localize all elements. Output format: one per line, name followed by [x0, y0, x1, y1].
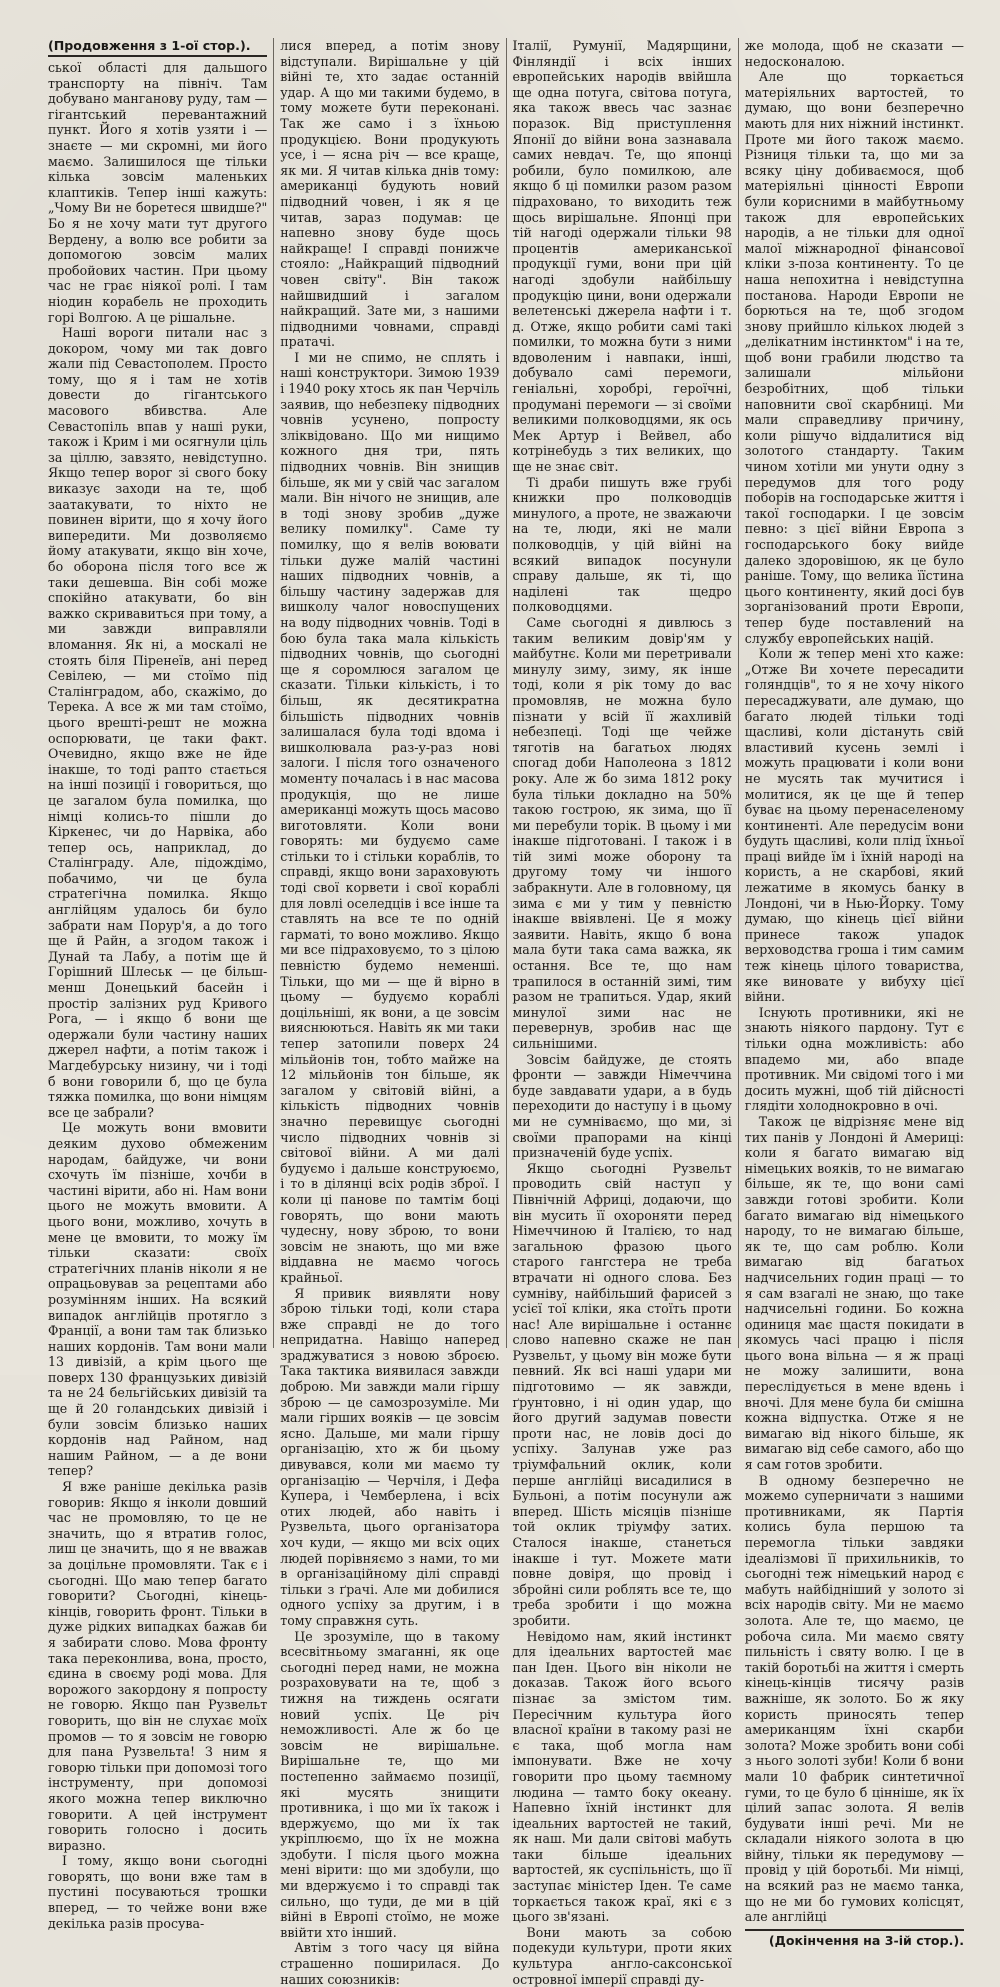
paragraph: Я привик виявляти нову зброю тільки тоді, коли стара вже справді не до того непридатна. Навіщо наперед зраджуватися з новою зброєю. Така тактика виявилася завжди доброю. Ми завжди мали гіршу зброю — це самозрозуміле. Ми мали гірших вояків — це зовсім ясно. Дальше, ми мали гіршу організацію, хто ж би цьому дивувався, коли ми маємо ту організацію — Черчіля, і Дефа Купера, і Чемберлена, і всіх отих людей, або навіть і Рузвельта, цього організатора хоч куди, — якщо ми всіх оцих людей порівняємо з нами, то ми в організаційному ділі справді тільки з ґрачі. Але ми добилися одного успіху за другим, і в тому справжня суть.	[280, 1285, 500, 1628]
paragraph: Але що торкається матеріяльних вартостей, то думаю, що вони безперечно мають для них ніжний інстинкт. Проте ми його також маємо. Різниця тільки та, що ми за всяку ціну добиваємося, щоб матеріяльні цінності Европи були корисними в майбутньому також для европейських народів, а не тільки для одної малої міжнародної фінансової кліки з-поза континенту. То це наша непохитна і невідступна постанова. Народи Европи не борються на те, щоб згодом знову прийшло кількох людей з „делікатним інстинктом" і на те, щоб вони грабили людство та залишали мільйони безробітних, щоб тільки наповнити свої скарбниці. Ми мали справедливу причину, коли рішучо віддалитися від золотого стандарту. Таким чином хотіли ми унути одну з передумов для того роду поборів на господарське життя і такої господарки. І це зовсім певно: з цієї війни Европа з господарського боку вийде далеко здоровішою, як це було раніше. Тому, що велика їїстина цього континенту, який досі був зорганізований проти Европи, тепер буде поставлений на службу европейських націй.	[744, 69, 964, 646]
paragraph: Існують противники, які не знають ніякого пардону. Тут є тільки одна можливість: або впадемо ми, або впаде противник. Ми свідомі того і ми досить мужні, щоб тій дійсності глядіти холоднокровно в очі.	[744, 1004, 964, 1114]
column-3	[506, 38, 738, 1987]
paragraph: Невідомо нам, який інстинкт для ідеальних вартостей має пан Іден. Цього він ніколи не доказав. Також його всього пізнає за змістом тим. Пересічним культура його власної країни в такому разі не є така, щоб могла нам імпонувати. Вже не хочу говорити про цьому таємному людина — тамто боку океану. Напевно їхній інстинкт для ідеальних вартостей не такий, як наш. Ми дали світові мабуть таки більше ідеальних вартостей, як суспільність, що її заступає міністер Іден. Те саме торкається також краї, які є з цього зв'язані.	[512, 1628, 732, 1925]
paragraph: лися вперед, а потім знову відступали. Вирішальне у цій війні те, хто задає останній удар. А що ми такими будемо, в тому можете бути переконані. Так же само і з їхньою продукцією. Вони продукують усе, і — ясна річ — все краще, як ми. Я читав кілька днів тому: американці будують новий підводний човен, і як я це читав, зараз подумав: це напевно знову буде щось найкраще! І справді понижче стояло: „Найкращий підводний човен світу". Він також найшвидший і загалом найкращий. Зате ми, з нашими підводними човнами, справді пратачі.	[280, 38, 500, 350]
column-4	[738, 38, 970, 1948]
paragraph: Саме сьогодні я дивлюсь з таким великим довір'ям у майбутнє. Коли ми перетривали минулу зиму, зиму, як інше тоді, коли я рік тому до вас промовляв, не можна було пізнати у всій її жахливій небезпеці. Тоді ще чейже тяготів на багатьох людях спогад доби Наполеона з 1812 року. Але ж бо зима 1812 року була тільки докладно на 50% такою гострою, як зима, що її ми перебули торік. В цьому і ми інакше підготовані. І також і в тій зимі може оборону та другому тому чи іншого забракнути. Але в головному, ця зима є ми у тим у певністю інакше ввіявлені. Це я можу заявити. Навіть, якщо б вона мала бути така сама важка, як остання. Все те, що нам трапилося в останній зимі, тим разом не трапиться. Удар, який минулої зими нас не перевернув, зробив нас ще сильнішими.	[512, 614, 732, 1051]
paragraph: Коли ж тепер мені хто каже: „Отже Ви хочете пересадити голяндців", то я не хочу нікого пересаджувати, але думаю, що багато людей тільки тоді щасливі, коли дістануть свій властивий кусень землі і можуть працювати і коли вони не мусять так мучитися і молитися, як це ще й тепер буває на цьому перенаселеному континенті. Але передусім вони будуть щасливі, коли плід їхньої праці вийде їм і їхній народі на користь, а не скарбові, який лежатиме в якомусь банку в Лондоні, чи в Нью-Йорку. Тому думаю, що кінець цієї війни принесе також упадок верховодства гроша і тим самим теж кінець цілого товариства, яке виновате у вибуху цієї війни.	[744, 646, 964, 1005]
paragraph: же молода, щоб не сказати — недосконалою.	[744, 38, 964, 69]
text-columns	[42, 38, 970, 1987]
paragraph: Італії, Румунії, Мадярщини, Фінляндії і всіх інших европейських народів ввійшла ще одна потуга, світова потуга, яка також ввесь час зазнає поразок. Від приступлення Японії до війни вона зазнавала самих невдач. Те, що японці робили, було помилкою, але якщо б ці помилки разом разом підраховано, то виходить теж щось вирішальне. Японці при тій нагоді одержали тільки 98 процентів американської продукції гуми, вони при цій нагоді здобули найбільшу продукцію цини, вони одержали велетенські джерела нафти і т. д. Отже, якщо робити самі такі помилки, то можна бути з ними вдоволеним і навпаки, інші, добувало самі перемоги, геніальні, хоробрі, героїчні, продумані перемоги — зі своїми великими полководцями, як ось Мек Артур і Вейвел, або котрінебудь з тих великих, що ще не знає світ.	[512, 38, 732, 475]
paragraph: І ми не спимо, не сплять і наші конструктори. Зимою 1939 і 1940 року хтось як пан Черчіль заявив, що небезпеку підводних човнів усунено, попросту зліквідовано. Що ми нищимо кожного дня три, пять підводних човнів. Він знищив більше, як ми у свій час загалом мали. Він нічого не знищив, але в тоді знову зробив „дуже велику помилку". Саме ту помилку, що я велів воювати тільки дуже малій частині наших підводних човнів, а більшу частину задержав для вишколу чалог новоспущених на воду підводних човнів. Тоді в бою була така мала кількість підводних човнів, що сьогодні ще я соромлюся загалом це сказати. Тільки кількість, і то більш, як десятикратна більшість підводних човнів залишалася була тоді вдома і вишколювала раз-у-раз нові залоги. І після того означеного моменту почалась і в нас масова продукція, що не лише американці можуть щось масово виготовляти. Коли вони говорять: ми будуємо саме стільки то і стільки кораблів, то справді, якщо вони зараховують тоді свої корвети і свої кораблі для ловлі оселедців і все інше та ставлять на все те по одній гарматі, то воно можливо. Якщо ми все підраховуємо, то з цілою певністю будемо неменші. Тільки, що ми — ще й вірно в цьому — будуємо кораблі доцільніші, як вони, а це зовсім вияснюються. Навіть як ми таки тепер затопили поверх 24 мільйонів тон, тобто майже на 12 мільйонів тон більше, як загалом у світовій війні, а кількість підводних човнів значно перевищує сьогодні число підводних човнів зі світової війни. А ми далі будуємо і дальше конструюємо, і то в ділянці всіх родів зброї. І коли ці панове по тамтім боці говорять, що вони мають чудесну, нову зброю, то вони зовсім не знають, що ми вже віддавна не маємо чогось крайньої.	[280, 349, 500, 1285]
paragraph: Зовсім байдуже, де стоять фронти — завжди Німеччина буде завдавати удари, а в будь переходити до наступу і в цьому ми не сумніваємо, що ми, зі своїми прапорами на кінці призначеній буде успіх.	[512, 1051, 732, 1161]
paragraph: ської області для дальшого транспорту на північ. Там добувано манганову руду, там — гігантський перевантажний пункт. Його я хотів узяти і — знаєте — ми скромні, ми його маємо. Залишилося ще тільки кілька зовсім маленьких клаптиків. Тепер інші кажуть: „Чому Ви не боретеся швидше?" Бо я не хочу мати тут другого Вердену, а волю все робити за допомогою зовсім малих пробойових частин. При цьому час не грає ніякої ролі. І там ніодин корабель не проходить горі Волгою. А це рішальне.	[48, 60, 268, 325]
paragraph: Автім з того часу ця війна страшенно поширилася. До наших союзників:	[280, 1940, 500, 1987]
paragraph: І тому, якщо вони сьогодні говорять, що вони вже там в пустині посуваються трошки вперед, — то чейже вони вже декілька разів просува-	[48, 1853, 268, 1931]
paragraph: В одному безперечно не можемо суперничати з нашими противниками, як Партія колись була першою та перемогла тільки завдяки ідеалізмові її прихильників, то сьогодні теж німецький народ є мабуть найбідніший у золото зі всіх народів світу. Ми не маємо золота. Але те, що маємо, це робоча сила. Ми маємо святу пильність і святу волю. І це в такій боротьбі на життя і смерть кінець-кінців тисячу разів важніше, як золото. Бо ж яку користь приносять тепер американцям їхні скарби золота? Може зробить вони собі з нього золоті зуби! Коли б вони мали 10 фабрик синтетичної гуми, то це було б цінніше, як їх цілий запас золота. Я велів будувати інші речі. Ми не складали ніякого золота в цю війну, тільки як передумову — провід у цій боротьбі. Ми німці, на всякий раз не маємо танка, що не ми бо гумових колісцят, але англійці	[744, 1472, 964, 1925]
continuation-to-page-3: (Докінчення на 3-ій стор.).	[745, 1929, 964, 1949]
column-2	[273, 38, 505, 1987]
paragraph: Ті драби пишуть вже грубі книжки про полководців минулого, а проте, не зважаючи на те, люди, які не мали полководців, у цій війні на всякий випадок посунули справу дальше, як ті, що наділені так щедро полководцями.	[512, 474, 732, 615]
column-1	[42, 38, 273, 1931]
paragraph: Також це відрізняє мене від тих панів у Лондоні й Америці: коли я багато вимагаю від німецьких вояків, то не вимагаю більше, як те, що вони самі завжди готові зробити. Коли багато вимагаю від німецького народу, то не вимагаю більше, як те, що сам роблю. Коли вимагаю від багатьох надчисельних годин праці — то я сам взагалі не знаю, що таке надчисельні години. Бо кожна одиниця має щастя покидати в якомусь часі працю і після цього вона вільна — я ж праці не можу залишити, вона переслідується в мене вдень і вночі. Для мене була би смішна кожна відпустка. Отже я не вимагаю від нікого більше, як вимагаю від себе самого, або що я сам готов зробити.	[744, 1113, 964, 1473]
paragraph: Це можуть вони вмовити деяким духово обмеженим народам, байдуже, чи вони схочуть їм пізніше, хочби в частині вірити, або ні. Нам вони цього не можуть вмовити. А цього вони, можливо, хочуть в мене це вмовити, то можу їм тільки сказати: своїх стратегічних планів ніколи я не опрацьовував за рецептами або розумінням інших. На всякий випадок англійців протягло з Франції, а вони там так близько наших кордонів. Там вони мали 13 дивізій, а крім цього ще поверх 130 французьких дивізій та не 24 бельгійських дивізій та ще й 20 голандських дивізій і були зовсім близько наших кордонів над Райном, над нашим Райном, — а де вони тепер?	[48, 1120, 268, 1479]
paragraph: Я вже раніше декілька разів говорив: Якщо я інколи довший час не промовляю, то це не значить, що я втратив голос, лиш це значить, що я не вважав за доцільне промовляти. Так є і сьогодні. Що маю тепер багато говорити? Сьогодні, кінець-кінців, говорить фронт. Тільки в дуже рідких випадках бажав би я забирати слово. Мова фронту така переконлива, вона, просто, єдина в своєму роді мова. Для ворожого закордону я попросту не говорю. Якщо пан Рузвельт говорить, що він не слухає моїх промов — то я зовсім не говорю для пана Рузвельта! З ним я говорю тільки при допомозі того інструменту, при допомозі якого можна тепер виключно говорити. А цей інструмент говорить голосно і досить виразно.	[48, 1479, 268, 1853]
paragraph: Вони мають за собою подекуди культури, проти яких культура англо-саксонської островної імперії справді ду-	[512, 1924, 732, 1987]
paragraph: Якщо сьогодні Рузвельт проводить свій наступ у Північній Африці, додаючи, що він мусить її охороняти перед Німеччиною й Італією, то над загальною фразою цього старого гангстера не треба втрачати ні одного слова. Без сумніву, найбільший фарисей з усієї тої кліки, яка стоїть проти нас! Але вирішальне і останнє слово напевно скаже не пан Рузвельт, у цьому він може бути певний. Як всі наші удари ми підготовимо — як завжди, ґрунтовно, і ні один удар, що його другий задумав повести проти нас, не ловів досі до успіху. Залунав уже раз тріумфальний оклик, коли перше англійці висадилися в Бульоні, а потім посунули аж вперед. Шість місяців пізніше той оклик тріумфу затих. Сталося інакше, станеться інакше і тут. Можете мати повне довіря, що провід і збройні сили роблять все те, що треба зробити і що можна зробити.	[512, 1160, 732, 1628]
continuation-from-page-1: (Продовження з 1-ої стор.).	[48, 38, 267, 57]
paragraph: Наші вороги питали нас з докором, чому ми так довго жали під Севастополем. Просто тому, що я і там не хотів довести до гігантського масового вбивства. Але Севастопіль впав у наші руки, також і Крим і ми осягнули ціль за ціллю, завзято, невідступно. Якщо тепер ворог зі свого боку виказує заходи на те, щоб заатакувати, то ніхто не повинен вірити, що я хочу його випередити. Ми дозволяємо йому атакувати, якщо він хоче, бо оборона після того все ж таки дешевша. Він собі може спокійно атакувати, бо він важко скривавиться при тому, а ми завжди виправляли вломання. Як ні, а москалі не стоять біля Піренеїв, ані перед Севілею, — ми стоїмо під Сталінградом, або, скажімо, до Терека. А все ж ми там стоїмо, цього врешті-решт не можна оспорювати, це таки факт. Очевидно, якщо вже не йде інакше, то тоді рапто стається на інші позиції і говориться, що це загалом була помилка, що німці колись-то пішли до Кіркенес, чи до Нарвіка, або тепер ось, наприклад, до Сталінграду. Але, підождімо, побачимо, чи це була стратегічна помилка. Якщо англійцям удалось би було забрати нам Порур'я, а до того ще й Райн, а згодом також і Дунай та Лабу, а потім ще й Горішний Шлеськ — це більш-менш Донецький басейн і простір залізних руд Кривого Рога, — і якщо б вони ще одержали були частину наших джерел нафти, а потім також і Магдебурську низину, чи і тоді б вони говорили б, що це була тяжка помилка, що вони німцям все це забрали?	[48, 325, 268, 1120]
paragraph: Це зрозуміле, що в такому всесвітньому змаганні, як оце сьогодні перед нами, не можна розраховувати на те, щоб з тижня на тиждень осягати новий успіх. Це річ неможливості. Але ж бо це зовсім не вирішальне. Вирішальне те, що ми постепенно займаємо позиції, які мусять знищити противника, і що ми їх також і вдержуємо, що ми їх так укріплюємо, що їх не можна здобути. І після цього можна мені вірити: що ми здобули, що ми вдержуємо і то справді так сильно, що туди, де ми в цій війні в Европі стоїмо, не може ввійти хто інший.	[280, 1628, 500, 1940]
